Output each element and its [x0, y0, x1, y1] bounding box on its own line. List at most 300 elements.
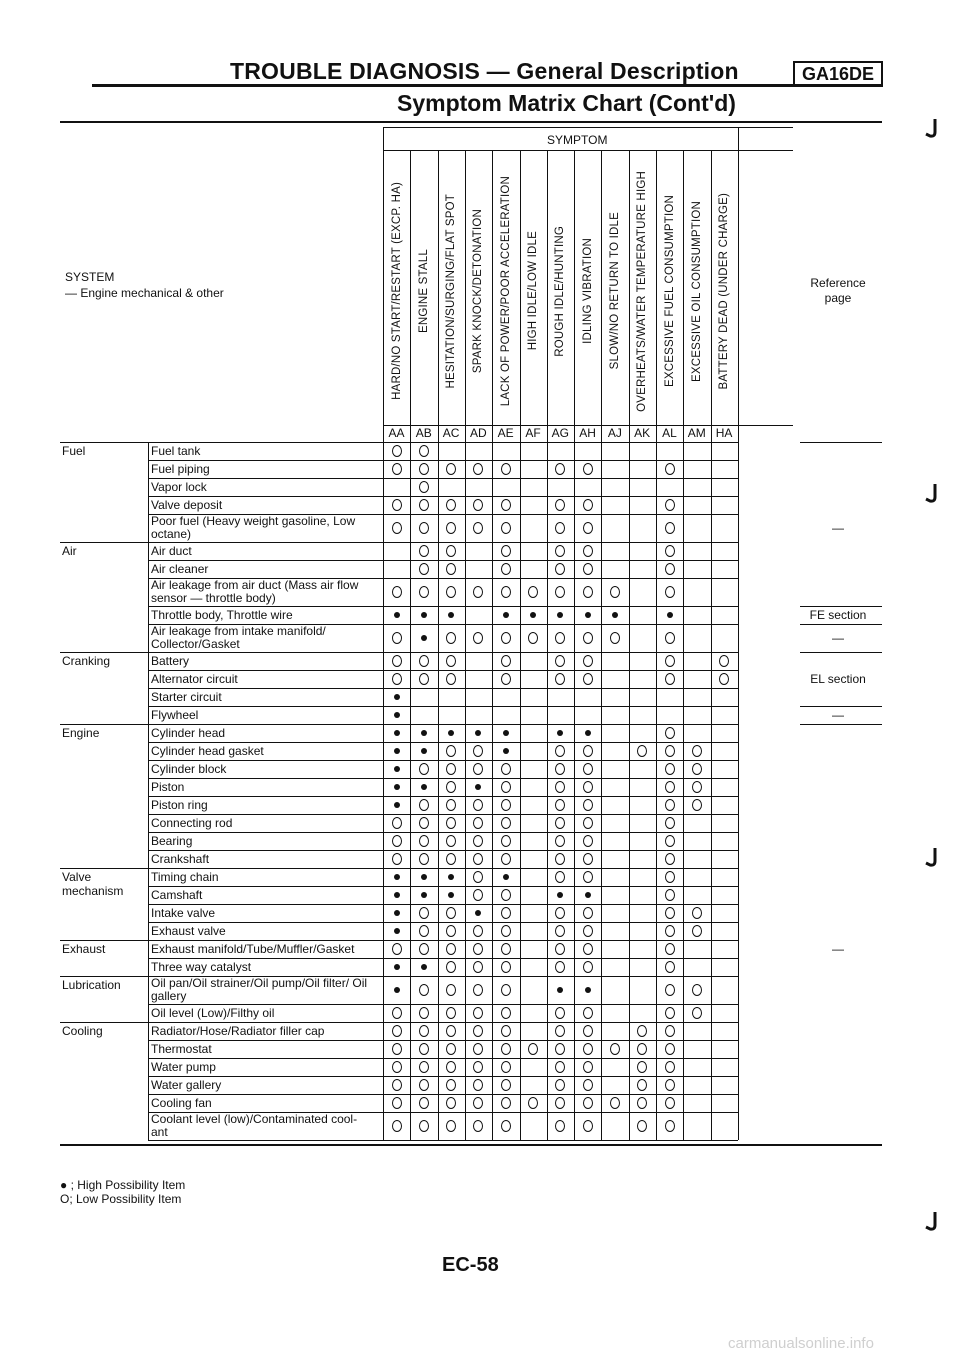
low-possibility-mark: [383, 442, 410, 460]
low-possibility-mark: [547, 496, 574, 514]
circle-icon: [583, 781, 593, 793]
circle-icon: [501, 781, 511, 793]
low-possibility-mark: [492, 496, 519, 514]
low-possibility-mark: [629, 1076, 656, 1094]
circle-icon: [555, 781, 565, 793]
low-possibility-mark: [465, 624, 492, 652]
table-row-item: Bearing: [151, 833, 193, 848]
low-possibility-mark: [574, 958, 601, 976]
low-possibility-mark: [656, 850, 683, 868]
circle-icon: [473, 1025, 483, 1037]
page-title: TROUBLE DIAGNOSIS — General Description: [230, 58, 739, 84]
low-possibility-mark: [465, 940, 492, 958]
circle-icon: [555, 1097, 565, 1109]
high-possibility-mark: [656, 606, 683, 624]
binder-mark-icon: [924, 117, 940, 139]
low-possibility-mark: [410, 814, 437, 832]
low-possibility-mark: [492, 542, 519, 560]
low-possibility-mark: [438, 670, 465, 688]
circle-icon: [473, 817, 483, 829]
low-possibility-mark: [438, 1040, 465, 1058]
circle-icon: [665, 655, 675, 667]
circle-icon: [419, 1097, 429, 1109]
table-row-item: Camshaft: [151, 887, 203, 902]
low-possibility-mark: [683, 976, 710, 1004]
circle-icon: [583, 961, 593, 973]
circle-icon: [419, 522, 429, 534]
low-possibility-mark: [492, 940, 519, 958]
reference-separator: [800, 624, 882, 625]
reference-separator: [800, 724, 882, 725]
low-possibility-mark: [547, 796, 574, 814]
circle-icon: [555, 545, 565, 557]
symptom-header: [410, 160, 437, 422]
circle-icon: [583, 907, 593, 919]
circle-icon: [692, 763, 702, 775]
circle-icon: [419, 1120, 429, 1132]
circle-icon: [446, 961, 456, 973]
symptom-code: AC: [442, 426, 460, 440]
table-row-item: Thermostat: [151, 1041, 212, 1056]
symptom-name: SPARK KNOCK/DETONATION: [472, 208, 485, 374]
circle-icon: [555, 871, 565, 883]
dot-icon: [530, 612, 536, 618]
low-possibility-mark: [410, 1076, 437, 1094]
circle-icon: [419, 673, 429, 685]
circle-icon: [446, 655, 456, 667]
circle-icon: [637, 1120, 647, 1132]
circle-icon: [446, 835, 456, 847]
high-possibility-mark: [547, 724, 574, 742]
circle-icon: [665, 745, 675, 757]
group-separator: [60, 1022, 148, 1023]
low-possibility-mark: [547, 1112, 574, 1140]
high-possibility-mark: [383, 778, 410, 796]
circle-icon: [665, 817, 675, 829]
circle-icon: [665, 1007, 675, 1019]
dot-icon: [448, 612, 454, 618]
low-possibility-mark: [438, 542, 465, 560]
circle-icon: [473, 889, 483, 901]
symptom-code: AD: [470, 426, 487, 440]
table-row-item: Radiator/Hose/Radiator filler cap: [151, 1023, 325, 1038]
circle-icon: [446, 1120, 456, 1132]
circle-icon: [719, 655, 729, 667]
low-possibility-mark: [383, 1112, 410, 1140]
circle-icon: [555, 1120, 565, 1132]
item-column-line: [148, 442, 149, 1140]
low-possibility-mark: [492, 1094, 519, 1112]
circle-icon: [501, 961, 511, 973]
circle-icon: [501, 763, 511, 775]
circle-icon: [392, 673, 402, 685]
reference-separator: [800, 706, 882, 707]
circle-icon: [555, 817, 565, 829]
row-line: [148, 1140, 738, 1141]
table-row-item: Exhaust valve: [151, 923, 226, 938]
circle-icon: [501, 463, 511, 475]
dot-icon: [612, 612, 618, 618]
low-possibility-mark: [465, 578, 492, 606]
low-possibility-mark: [383, 670, 410, 688]
dot-icon: [421, 730, 427, 736]
low-possibility-mark: [547, 742, 574, 760]
low-possibility-mark: [438, 958, 465, 976]
high-possibility-mark: [465, 724, 492, 742]
circle-icon: [446, 499, 456, 511]
table-row-item: Flywheel: [151, 707, 199, 722]
low-possibility-mark: [438, 940, 465, 958]
symptom-label-rule: [383, 150, 793, 151]
dot-icon: [503, 874, 509, 880]
table-row-item: Timing chain: [151, 869, 219, 884]
circle-icon: [665, 984, 675, 996]
circle-icon: [392, 943, 402, 955]
high-possibility-mark: [383, 886, 410, 904]
system-sublabel: — Engine mechanical & other: [65, 286, 224, 300]
circle-icon: [665, 907, 675, 919]
circle-icon: [665, 853, 675, 865]
dot-icon: [394, 892, 400, 898]
dot-icon: [503, 612, 509, 618]
low-possibility-mark: [574, 1022, 601, 1040]
circle-icon: [528, 1043, 538, 1055]
circle-icon: [473, 522, 483, 534]
low-possibility-mark: [492, 922, 519, 940]
low-possibility-mark: [492, 850, 519, 868]
circle-icon: [501, 586, 511, 598]
low-possibility-mark: [656, 624, 683, 652]
low-possibility-mark: [574, 868, 601, 886]
circle-icon: [528, 586, 538, 598]
low-possibility-mark: [383, 496, 410, 514]
circle-icon: [473, 745, 483, 757]
title-rule: [92, 84, 882, 87]
code-row-top: [383, 425, 793, 426]
low-possibility-mark: [438, 904, 465, 922]
high-possibility-mark: [438, 606, 465, 624]
high-possibility-mark: [574, 886, 601, 904]
circle-icon: [392, 522, 402, 534]
reference-entry: FE section: [809, 608, 867, 622]
circle-icon: [392, 817, 402, 829]
table-row-item: Cylinder head: [151, 725, 226, 740]
symptom-code: HA: [715, 426, 733, 440]
circle-icon: [446, 853, 456, 865]
low-possibility-mark: [438, 976, 465, 1004]
table-row-item: Battery: [151, 653, 190, 668]
circle-icon: [473, 1120, 483, 1132]
low-possibility-mark: [438, 560, 465, 578]
circle-icon: [637, 1061, 647, 1073]
high-possibility-mark: [547, 886, 574, 904]
low-possibility-mark: [574, 940, 601, 958]
low-possibility-mark: [383, 1076, 410, 1094]
high-possibility-mark: [410, 624, 437, 652]
circle-icon: [473, 853, 483, 865]
table-bottom-rule: [60, 1144, 882, 1146]
low-possibility-mark: [656, 868, 683, 886]
binder-mark-icon: [924, 1210, 940, 1232]
symptom-header: [520, 160, 547, 422]
low-possibility-mark: [656, 940, 683, 958]
dot-icon: [557, 612, 563, 618]
low-possibility-mark: [574, 742, 601, 760]
circle-icon: [501, 889, 511, 901]
circle-icon: [419, 655, 429, 667]
dot-icon: [448, 874, 454, 880]
circle-icon: [555, 835, 565, 847]
circle-icon: [555, 925, 565, 937]
group-label: Fuel: [62, 444, 86, 458]
dot-icon: [394, 964, 400, 970]
binder-mark-icon: [924, 846, 940, 868]
low-possibility-mark: [492, 1058, 519, 1076]
low-possibility-mark: [492, 832, 519, 850]
circle-icon: [392, 655, 402, 667]
circle-icon: [555, 586, 565, 598]
circle-icon: [555, 522, 565, 534]
low-possibility-mark: [656, 460, 683, 478]
circle-icon: [473, 799, 483, 811]
low-possibility-mark: [410, 1004, 437, 1022]
circle-icon: [555, 1061, 565, 1073]
circle-icon: [555, 1025, 565, 1037]
circle-icon: [583, 586, 593, 598]
circle-icon: [419, 853, 429, 865]
circle-icon: [610, 1043, 620, 1055]
low-possibility-mark: [683, 778, 710, 796]
watermark: carmanualsonline.info: [728, 1335, 874, 1352]
circle-icon: [392, 835, 402, 847]
dot-icon: [394, 987, 400, 993]
circle-icon: [473, 961, 483, 973]
low-possibility-mark: [465, 832, 492, 850]
low-possibility-mark: [656, 1022, 683, 1040]
high-possibility-mark: [383, 958, 410, 976]
circle-icon: [665, 727, 675, 739]
group-separator: [60, 652, 148, 653]
dot-icon: [557, 987, 563, 993]
high-possibility-mark: [492, 606, 519, 624]
circle-icon: [473, 632, 483, 644]
dot-icon: [421, 874, 427, 880]
circle-icon: [473, 1043, 483, 1055]
low-possibility-mark: [492, 886, 519, 904]
circle-icon: [501, 632, 511, 644]
low-possibility-mark: [656, 922, 683, 940]
circle-icon: [419, 1079, 429, 1091]
group-separator: [60, 976, 148, 977]
symptom-name: LACK OF POWER/POOR ACCELERATION: [499, 175, 512, 407]
low-possibility-mark: [629, 1022, 656, 1040]
low-possibility-mark: [383, 578, 410, 606]
reference-separator: [800, 652, 882, 653]
circle-icon: [583, 943, 593, 955]
low-possibility-mark: [383, 1004, 410, 1022]
low-possibility-mark: [410, 832, 437, 850]
circle-icon: [665, 943, 675, 955]
low-possibility-mark: [547, 460, 574, 478]
low-possibility-mark: [438, 624, 465, 652]
circle-icon: [419, 763, 429, 775]
circle-icon: [583, 499, 593, 511]
circle-icon: [392, 853, 402, 865]
circle-icon: [473, 763, 483, 775]
circle-icon: [501, 545, 511, 557]
low-possibility-mark: [383, 514, 410, 542]
low-possibility-mark: [492, 760, 519, 778]
circle-icon: [501, 655, 511, 667]
circle-icon: [583, 835, 593, 847]
low-possibility-mark: [438, 760, 465, 778]
low-possibility-mark: [492, 514, 519, 542]
low-possibility-mark: [574, 796, 601, 814]
dot-icon: [421, 964, 427, 970]
circle-icon: [392, 499, 402, 511]
circle-icon: [719, 673, 729, 685]
table-row-item: Three way catalyst: [151, 959, 252, 974]
circle-icon: [419, 1061, 429, 1073]
low-possibility-mark: [465, 1004, 492, 1022]
low-possibility-mark: [574, 1076, 601, 1094]
low-possibility-mark: [465, 958, 492, 976]
circle-icon: [473, 925, 483, 937]
low-possibility-mark: [492, 670, 519, 688]
table-row-item: Poor fuel (Heavy weight gasoline, Low octane): [151, 514, 356, 541]
circle-icon: [583, 1079, 593, 1091]
low-possibility-mark: [656, 958, 683, 976]
low-possibility-mark: [438, 652, 465, 670]
low-possibility-mark: [410, 904, 437, 922]
low-possibility-mark: [438, 850, 465, 868]
circle-icon: [583, 673, 593, 685]
symptom-name: IDLING VIBRATION: [581, 238, 594, 344]
low-possibility-mark: [656, 742, 683, 760]
circle-icon: [637, 745, 647, 757]
table-row-item: Connecting rod: [151, 815, 233, 830]
low-possibility-mark: [465, 850, 492, 868]
circle-icon: [419, 586, 429, 598]
symptom-name: BATTERY DEAD (UNDER CHARGE): [718, 192, 731, 390]
circle-icon: [446, 817, 456, 829]
dot-icon: [394, 928, 400, 934]
low-possibility-mark: [711, 652, 738, 670]
circle-icon: [555, 463, 565, 475]
circle-icon: [555, 961, 565, 973]
circle-icon: [665, 1120, 675, 1132]
circle-icon: [665, 835, 675, 847]
low-possibility-mark: [547, 542, 574, 560]
low-possibility-mark: [574, 670, 601, 688]
symptom-name: OVERHEATS/WATER TEMPERATURE HIGH: [636, 170, 649, 412]
high-possibility-mark: [383, 706, 410, 724]
low-possibility-mark: [656, 496, 683, 514]
circle-icon: [501, 799, 511, 811]
circle-icon: [501, 1120, 511, 1132]
dot-icon: [448, 730, 454, 736]
low-possibility-mark: [683, 760, 710, 778]
circle-icon: [392, 445, 402, 457]
low-possibility-mark: [656, 1004, 683, 1022]
circle-icon: [446, 943, 456, 955]
low-possibility-mark: [410, 796, 437, 814]
circle-icon: [555, 907, 565, 919]
reference-entry: —: [832, 708, 844, 722]
low-possibility-mark: [574, 514, 601, 542]
circle-icon: [555, 943, 565, 955]
dot-icon: [421, 892, 427, 898]
low-possibility-mark: [520, 1094, 547, 1112]
low-possibility-mark: [574, 922, 601, 940]
symptom-header: [656, 160, 683, 422]
dot-icon: [475, 730, 481, 736]
table-row-item: Starter circuit: [151, 689, 222, 704]
circle-icon: [665, 925, 675, 937]
table-row-item: Exhaust manifold/Tube/Muffler/Gasket: [151, 941, 355, 956]
circle-icon: [555, 632, 565, 644]
circle-icon: [419, 445, 429, 457]
symptom-header: [465, 160, 492, 422]
low-possibility-mark: [383, 652, 410, 670]
symptom-code: AH: [579, 426, 596, 440]
low-possibility-mark: [438, 578, 465, 606]
dot-icon: [421, 635, 427, 641]
group-separator: [60, 442, 148, 443]
circle-icon: [446, 799, 456, 811]
high-possibility-mark: [574, 724, 601, 742]
symptom-header: [629, 160, 656, 422]
dot-icon: [557, 892, 563, 898]
low-possibility-mark: [656, 1040, 683, 1058]
circle-icon: [446, 1061, 456, 1073]
subtitle-rule: [60, 121, 882, 123]
low-possibility-mark: [492, 1040, 519, 1058]
low-possibility-mark: [656, 760, 683, 778]
low-possibility-mark: [547, 1004, 574, 1022]
high-possibility-mark: [492, 868, 519, 886]
low-possibility-mark: [547, 778, 574, 796]
low-possibility-mark: [574, 1004, 601, 1022]
system-label: SYSTEM: [65, 270, 115, 284]
symptom-name: EXCESSIVE OIL CONSUMPTION: [690, 200, 703, 382]
low-possibility-mark: [656, 560, 683, 578]
low-possibility-mark: [438, 1076, 465, 1094]
reference-separator: [800, 606, 882, 607]
low-possibility-mark: [465, 868, 492, 886]
low-possibility-mark: [547, 868, 574, 886]
high-possibility-mark: [410, 886, 437, 904]
low-possibility-mark: [383, 940, 410, 958]
circle-icon: [665, 1043, 675, 1055]
reference-entry: —: [832, 631, 844, 645]
circle-icon: [583, 632, 593, 644]
low-possibility-mark: [410, 760, 437, 778]
group-label: Air: [62, 544, 77, 558]
group-label: Exhaust: [62, 942, 106, 956]
low-possibility-mark: [383, 1040, 410, 1058]
dot-icon: [394, 748, 400, 754]
low-possibility-mark: [520, 578, 547, 606]
circle-icon: [583, 925, 593, 937]
low-possibility-mark: [465, 1058, 492, 1076]
circle-icon: [583, 871, 593, 883]
low-possibility-mark: [438, 1112, 465, 1140]
symptom-code: AG: [551, 426, 569, 440]
high-possibility-mark: [574, 976, 601, 1004]
low-possibility-mark: [683, 1004, 710, 1022]
circle-icon: [501, 907, 511, 919]
